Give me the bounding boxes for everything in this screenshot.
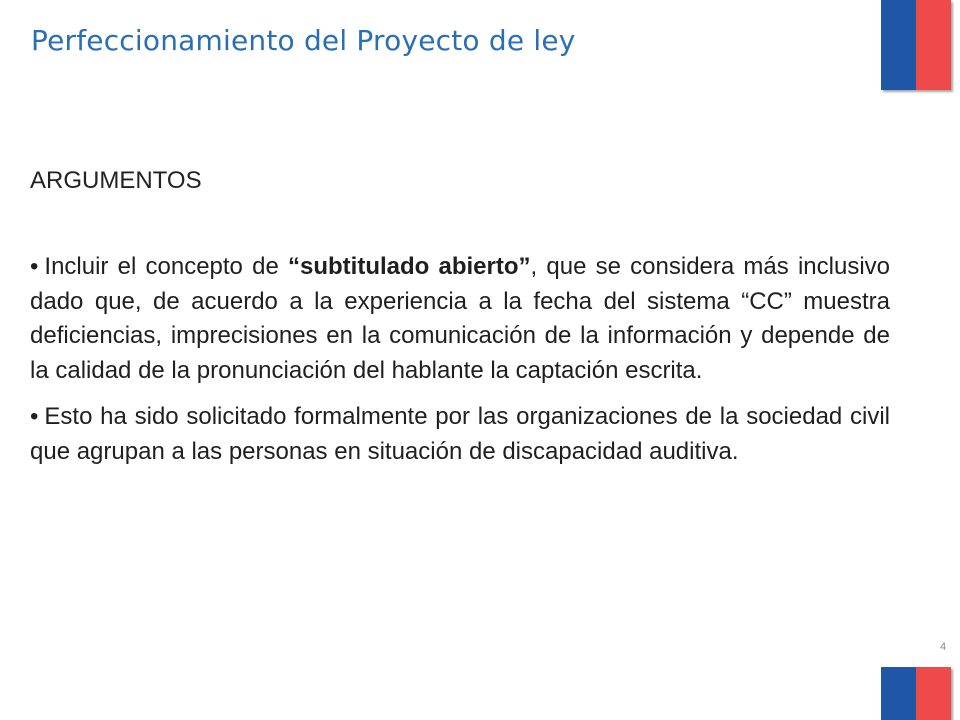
page-number: 4 (940, 641, 947, 653)
bullet-list (30, 250, 890, 481)
flag-red-stripe (916, 667, 951, 720)
bullet-bold-term: “subtitulado abierto” (288, 253, 531, 280)
bullet-text-start: Incluir el concepto de (44, 253, 288, 280)
bullet-dot: • (30, 253, 39, 280)
slide-title: Perfeccionamiento del Proyecto de ley (31, 24, 576, 57)
bullet-item-subtitulado (30, 250, 890, 388)
bullet-dot: • (30, 403, 39, 430)
section-heading: ARGUMENTOS (30, 167, 202, 194)
flag-decoration-bottom (881, 667, 951, 720)
flag-red-stripe (916, 0, 951, 90)
flag-decoration-top (881, 0, 951, 90)
flag-blue-stripe (881, 0, 916, 90)
bullet-text-rest: , que se considera más inclusivo dado que, de acuerdo a la experiencia a la fecha del sistema “CC” muestra deficiencias, imprecisiones en la comunicación de la información y depende de la calidad de la pronunciación del hablante la captación escrita. (30, 253, 891, 384)
bullet-text: Esto ha sido solicitado formalmente por las organizaciones de la sociedad civil que agrupan a las personas en situación de discapacidad auditiva. (30, 403, 890, 465)
bullet-item-solicitado (30, 400, 890, 469)
flag-blue-stripe (881, 667, 916, 720)
